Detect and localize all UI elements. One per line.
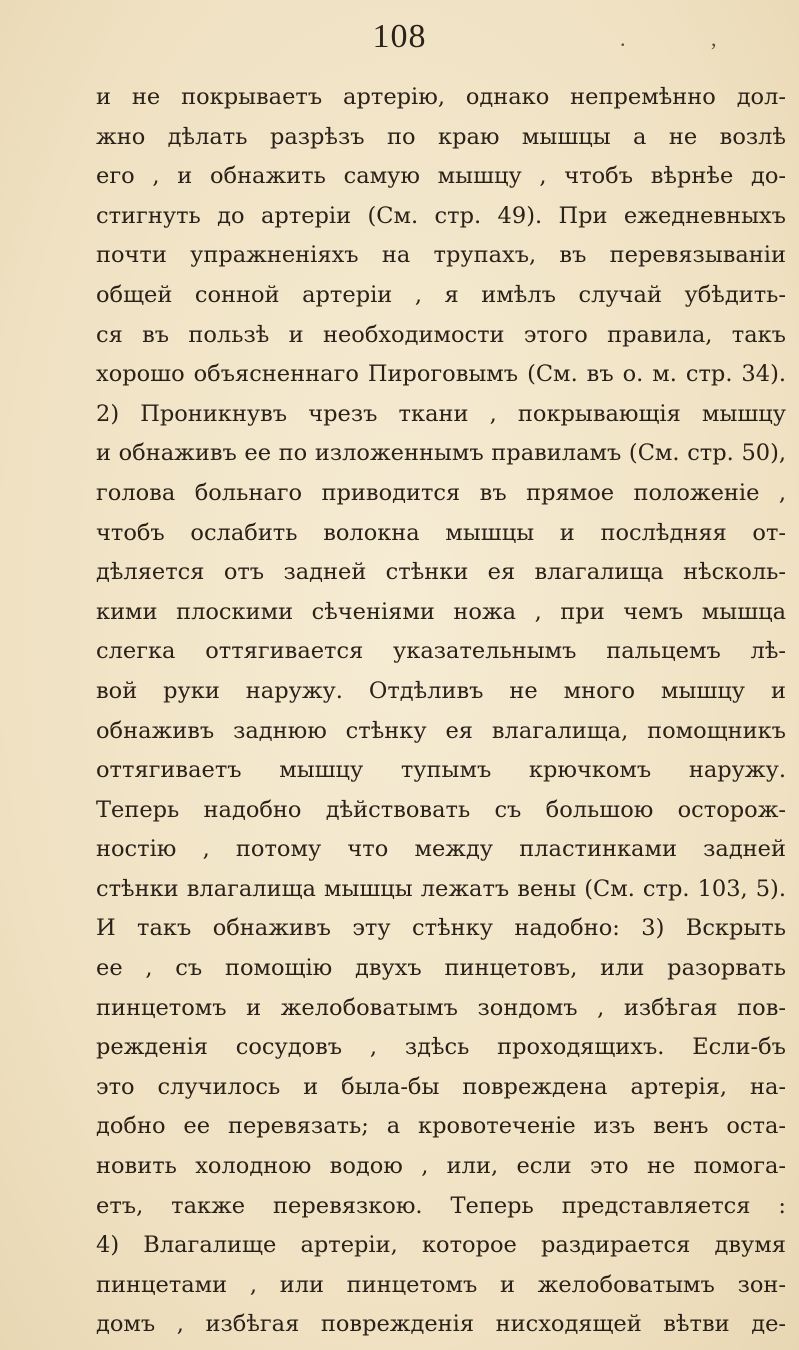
text-line: и обнаживъ ее по изложеннымъ правиламъ (См. стр. 50), bbox=[96, 440, 786, 467]
text-line: Теперь надобно дѣйствовать съ большою осторож- bbox=[96, 796, 786, 823]
text-line: пинцетомъ и желобоватымъ зондомъ , избѣгая пов- bbox=[96, 994, 786, 1021]
text-line: почти упражненіяхъ на трупахъ, въ перевязываніи bbox=[96, 242, 786, 269]
text-line: новить холодною водою , или, если это не помога- bbox=[96, 1153, 786, 1180]
margin-marks: . , bbox=[620, 26, 757, 51]
text-line: голова больнаго приводится въ прямое положеніе , bbox=[96, 479, 786, 506]
text-line: режденія сосудовъ , здѣсь проходящихъ. Если-бъ bbox=[96, 1034, 786, 1061]
page-number: 108 bbox=[372, 18, 427, 55]
text-line: кими плоскими сѣченіями ножа , при чемъ мышца bbox=[96, 598, 786, 625]
text-line: это случилось и была-бы повреждена артерія, на- bbox=[96, 1073, 786, 1100]
text-line: ся въ пользѣ и необходимости этого правила, такъ bbox=[96, 321, 786, 348]
text-line: обнаживъ заднюю стѣнку ея влагалища, помощникъ bbox=[96, 717, 786, 744]
text-line: етъ, также перевязкою. Теперь представляется : bbox=[96, 1192, 786, 1219]
text-line: ностію , потому что между пластинками задней bbox=[96, 836, 786, 863]
text-line: добно ее перевязать; а кровотеченіе изъ венъ оста- bbox=[96, 1113, 786, 1140]
text-line: жно дѣлать разрѣзъ по краю мышцы а не возлѣ bbox=[96, 123, 786, 150]
text-line: стѣнки влагалища мышцы лежатъ вены (См. стр. 103, 5). bbox=[96, 875, 786, 902]
body-text bbox=[96, 78, 786, 1345]
text-line: 2) Проникнувъ чрезъ ткани , покрывающія мышцу bbox=[96, 400, 786, 427]
text-line: пинцетами , или пинцетомъ и желобоватымъ зон- bbox=[96, 1271, 786, 1298]
text-line: общей сонной артеріи , я имѣлъ случай убѣдить- bbox=[96, 281, 786, 308]
text-line: хорошо объясненнаго Пироговымъ (См. въ о. м. стр. 34). bbox=[96, 361, 786, 388]
text-line: чтобъ ослабить волокна мышцы и послѣдняя от- bbox=[96, 519, 786, 546]
text-line: домъ , избѣгая поврежденія нисходящей вѣтви де- bbox=[96, 1311, 786, 1338]
text-line: его , и обнажить самую мышцу , чтобъ вѣрнѣе до- bbox=[96, 163, 786, 190]
text-line: дѣляется отъ задней стѣнки ея влагалища нѣсколь- bbox=[96, 559, 786, 586]
text-line: слегка оттягивается указательнымъ пальцемъ лѣ- bbox=[96, 638, 786, 665]
text-line: стигнуть до артеріи (См. стр. 49). При ежедневныхъ bbox=[96, 202, 786, 229]
text-line: вой руки наружу. Отдѣливъ не много мышцу и bbox=[96, 677, 786, 704]
text-line: 4) Влагалище артеріи, которое раздирается двумя bbox=[96, 1232, 786, 1259]
text-line: и не покрываетъ артерію, однако непремѣнно дол- bbox=[96, 84, 786, 110]
text-line: ее , съ помощію двухъ пинцетовъ, или разорвать bbox=[96, 955, 786, 982]
text-line: оттягиваетъ мышцу тупымъ крючкомъ наружу. bbox=[96, 757, 786, 784]
text-line: И такъ обнаживъ эту стѣнку надобно: 3) Вскрыть bbox=[96, 915, 786, 942]
